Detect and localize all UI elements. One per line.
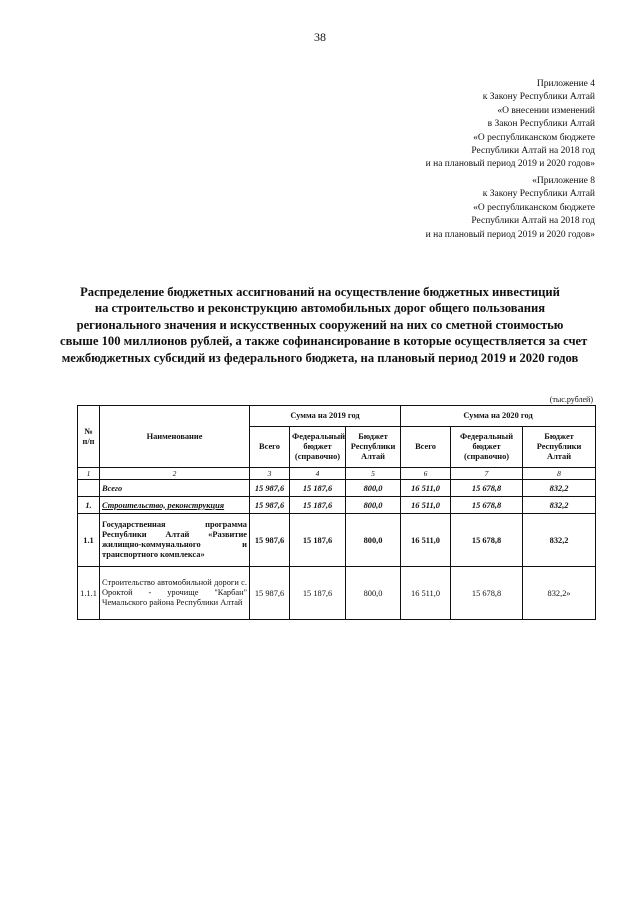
cell-republic-2019: 800,0 [346,497,401,514]
row-name: Государственная программа Республики Алтай «Развитие жилищно-коммунального и транспортного комплекса» [100,514,250,567]
column-number: 7 [451,468,523,480]
header-total-2019: Всего [250,427,290,468]
row-name: Всего [100,480,250,497]
cell-federal-2020: 15 678,8 [451,480,523,497]
table-row-construction [78,497,596,514]
annex-line: к Закону Республики Алтай [482,189,595,200]
cell-total-2020: 16 511,0 [401,497,451,514]
annex-line: к Закону Республики Алтай [482,92,595,103]
annex-line: и на плановый период 2019 и 2020 годов» [425,159,595,170]
header-republic-2020: Бюджет Республики Алтай [523,427,596,468]
annex-line: «Приложение 8 [532,176,595,186]
cell-federal-2020: 15 678,8 [451,567,523,620]
cell-republic-2019: 800,0 [346,480,401,497]
header-row-years [78,406,596,427]
annex-line: Приложение 4 [536,79,595,89]
column-number: 2 [100,468,250,480]
cell-total-2020: 16 511,0 [401,514,451,567]
row-name: Строительство автомобильной дороги с. Ороктой - урочище "Карбан" Чемальского района Республики Алтай [100,567,250,620]
header-name: Наименование [100,406,250,468]
page-number: 38 [314,30,326,44]
cell-total-2019: 15 987,6 [250,497,290,514]
column-number: 6 [401,468,451,480]
cell-republic-2019: 800,0 [346,514,401,567]
column-number: 5 [346,468,401,480]
cell-federal-2020: 15 678,8 [451,514,523,567]
annex-line: в Закон Республики Алтай [487,119,595,130]
cell-total-2020: 16 511,0 [401,567,451,620]
header-federal-2019: Федеральный бюджет (справочно) [290,427,346,468]
annex-line: и на плановый период 2019 и 2020 годов» [425,229,595,240]
budget-allocation-table [77,405,596,620]
table-row-total [78,480,596,497]
annex-line: Республики Алтай на 2018 год [471,216,595,227]
cell-republic-2020: 832,2» [523,567,596,620]
annex-reference-budget-law [426,175,595,242]
header-republic-2019: Бюджет Республики Алтай [346,427,401,468]
header-sum-2020: Сумма на 2020 год [401,406,596,427]
annex-line: «О внесении изменений [497,105,595,116]
annex-line: «О республиканском бюджете [473,202,595,213]
row-num: 1.1.1 [78,567,100,620]
cell-republic-2020: 832,2 [523,480,596,497]
title-line: межбюджетных субсидий из федерального бюджета, на плановый период 2019 и 2020 годов [61,350,579,365]
table-row-state-program [78,514,596,567]
cell-federal-2019: 15 187,6 [290,480,346,497]
title-line: регионального значения и искусственных сооружений на них со сметной стоимостью [76,317,564,332]
header-sum-2019: Сумма на 2019 год [250,406,401,427]
units-note: (тыс.рублей) [549,395,593,404]
cell-federal-2019: 15 187,6 [290,497,346,514]
header-num: № п/п [78,406,100,468]
cell-federal-2019: 15 187,6 [290,514,346,567]
cell-republic-2020: 832,2 [523,514,596,567]
document-title [60,284,588,366]
cell-federal-2020: 15 678,8 [451,497,523,514]
row-name: Строительство, реконструкция [100,497,250,514]
title-line: свыше 100 миллионов рублей, а также софинансирование в которые осуществляется за счет [60,334,588,349]
header-total-2020: Всего [401,427,451,468]
row-num [78,480,100,497]
annex-line: «О республиканском бюджете [473,132,595,143]
column-number: 1 [78,468,100,480]
cell-republic-2020: 832,2 [523,497,596,514]
annex-line: Республики Алтай на 2018 год [471,146,595,157]
cell-total-2019: 15 987,6 [250,480,290,497]
column-number: 3 [250,468,290,480]
cell-federal-2019: 15 187,6 [290,567,346,620]
cell-total-2019: 15 987,6 [250,567,290,620]
cell-republic-2019: 800,0 [346,567,401,620]
title-line: Распределение бюджетных ассигнований на осуществление бюджетных инвестиций [80,285,560,299]
table-row-road-object [78,567,596,620]
annex-reference-amendment [426,78,595,172]
column-number: 8 [523,468,596,480]
column-number-row [78,468,596,480]
cell-total-2020: 16 511,0 [401,480,451,497]
row-num: 1.1 [78,514,100,567]
row-num: 1. [78,497,100,514]
cell-total-2019: 15 987,6 [250,514,290,567]
column-number: 4 [290,468,346,480]
title-line: на строительство и реконструкцию автомобильных дорог общего пользования [94,301,546,316]
header-federal-2020: Федеральный бюджет (справочно) [451,427,523,468]
